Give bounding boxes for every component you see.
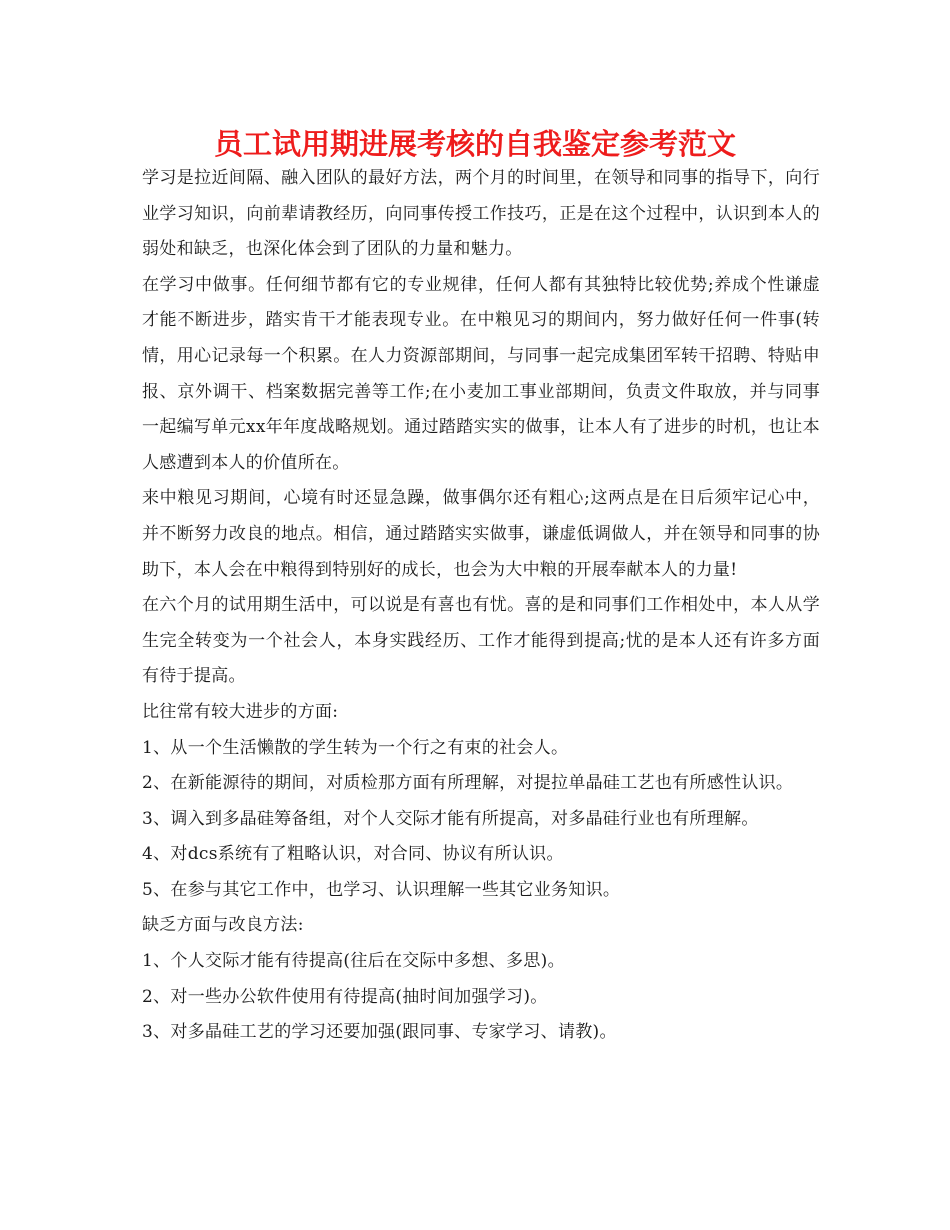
paragraph-probation: 在六个月的试用期生活中，可以说是有喜也有忧。喜的是和同事们工作相处中，本人从学生完全转变为一个社会人，本身实践经历、工作才能得到提高;忧的是本人还有许多方面有待于提高。 [142,595,820,687]
progress-heading: 比往常有较大进步的方面: [142,701,339,722]
document-body [142,161,820,1051]
improvement-heading: 缺乏方面与改良方法: [142,915,304,936]
paragraph-intro: 学习是拉近间隔、融入团队的最好方法，两个月的时间里，在领导和同事的指导下，向行业学习知识，向前辈请教经历，向同事传授工作技巧，正是在这个过程中，认识到本人的弱处和缺乏，也深化体会到了团队的力量和魅力。 [142,168,820,260]
progress-item-1: 1、从一个生活懒散的学生转为一个行之有束的社会人。 [142,737,569,758]
paragraph-reflection: 来中粮见习期间，心境有时还显急躁，做事偶尔还有粗心;这两点是在日后须牢记心中，并不断努力改良的地点。相信，通过踏踏实实做事，谦虚低调做人，并在领导和同事的协助下，本人会在中粮得到特别好的成长，也会为大中粮的开展奉献本人的力量! [142,488,820,580]
improvement-item-3: 3、对多晶硅工艺的学习还要加强(跟同事、专家学习、请教)。 [142,1022,617,1043]
improvement-item-1: 1、个人交际才能有待提高(往后在交际中多想、多思)。 [142,951,565,972]
progress-item-5: 5、在参与其它工作中，也学习、认识理解一些其它业务知识。 [142,879,621,900]
document-title: 员工试用期进展考核的自我鉴定参考范文 [213,127,736,161]
progress-item-3: 3、调入到多晶硅筹备组，对个人交际才能有所提高，对多晶硅行业也有所理解。 [142,808,759,829]
progress-item-4: 4、对dcs系统有了粗略认识，对合同、协议有所认识。 [142,844,564,865]
improvement-item-2: 2、对一些办公软件使用有待提高(抽时间加强学习)。 [142,986,548,1007]
paragraph-learning: 在学习中做事。任何细节都有它的专业规律，任何人都有其独特比较优势;养成个性谦虚才能不断进步，踏实肯干才能表现专业。在中粮见习的期间内，努力做好任何一件事(转情，用心记录每一个积累。在人力资源部期间，与同事一起完成集团军转干招聘、特贴申报、京外调干、档案数据完善等工作;在小麦加工事业部期间，负责文件取放，并与同事一起编写单元xx年年度战略规划。通过踏踏实实的做事，让本人有了进步的时机，也让本人感遭到本人的价值所在。 [142,274,820,473]
progress-item-2: 2、在新能源待的期间，对质检那方面有所理解，对提拉单晶硅工艺也有所感性认识。 [142,773,794,794]
